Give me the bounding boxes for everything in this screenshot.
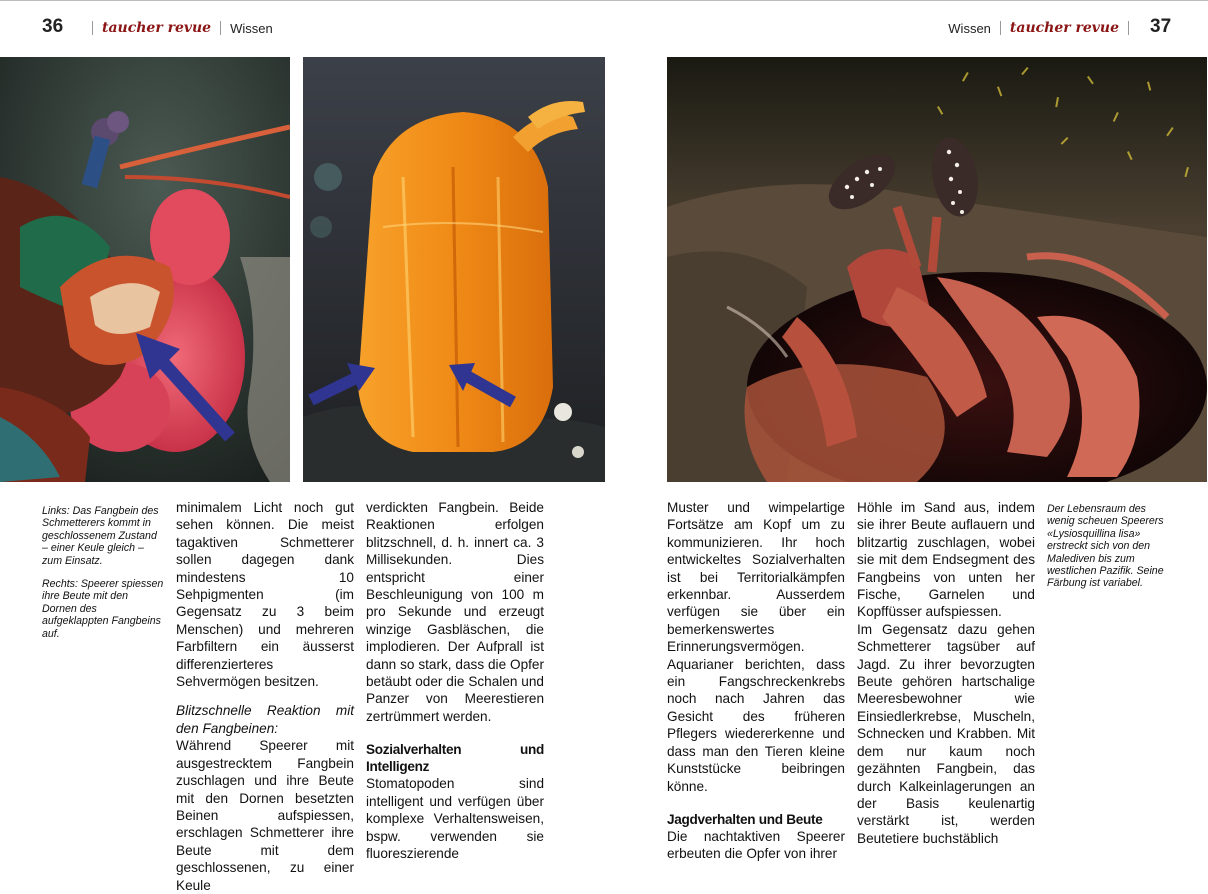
section-heading: Jagdverhalten und Beute xyxy=(667,811,823,827)
body-paragraph: minimalem Licht noch gut sehen können. Die meist tagaktiven Schmetterer sollen dagegen dank mindestens 10 Sehpigmenten (im Gegensatz zu 3 beim Menschen) und mehreren Farbfiltern ein äusserst differenzierteres Sehvermögen besitzen. xyxy=(176,500,354,690)
running-header-left xyxy=(83,20,273,36)
photo-caption-right xyxy=(1047,503,1171,590)
caption-text: Rechts: Speerer spiessen ihre Beute mit den Dornen des aufgeklappten Fangbeins auf. xyxy=(42,578,164,640)
page-number-left: 36 xyxy=(42,16,64,37)
body-paragraph: Im Gegensatz dazu gehen Schmetterer tagsüber auf Jagd. Zu ihrer bevorzugten Beute gehören hartschalige Meeresbewohner wie Einsiedlerkrebse, Muscheln, Schnecken und Krabben. Mit dem nur kaum noch gezähnten Fangbein, das durch Kalkeinlagerungen an der Basis keulenartig verstärkt ist, werden Beutetiere buchstäblich xyxy=(857,621,1035,846)
photo-spearer-closeup xyxy=(303,57,605,482)
page-number-right: 37 xyxy=(1150,16,1172,37)
magazine-brand: taucher revue xyxy=(102,20,212,36)
body-paragraph: Stomatopoden sind intelligent und verfügen über komplexe Verhaltensweisen, bspw. verwenden sie fluoreszierende xyxy=(366,776,544,861)
body-paragraph: Die nachtaktiven Speerer erbeuten die Opfer von ihrer xyxy=(667,828,845,862)
article-column-1 xyxy=(176,499,354,894)
section-heading: Sozialverhalten und Intelligenz xyxy=(366,742,544,775)
running-header-right xyxy=(948,20,1138,36)
top-rule xyxy=(0,0,1208,1)
caption-text: Der Lebensraum des wenig scheuen Speerers «Lysiosquillina lisa» erstreckt sich von den Malediven bis zum westlichen Pazifik. Seine Färbung ist variabel. xyxy=(1047,503,1164,590)
photo-smasher-club xyxy=(0,57,290,482)
magazine-brand: taucher revue xyxy=(1009,20,1119,36)
body-paragraph: Muster und wimpelartige Fortsätze am Kopf um zu kommunizieren. Ihr hoch entwickeltes Sozialverhalten ist bei Territorialkämpfen erkennbar. Ausserdem verfügen sie über ein bemerkenswertes Erinnerungsvermögen. Aquarianer berichten, dass ein Fangschreckenkrebs noch nach Jahren das Gesicht des früheren Pflegers wiedererkenne und dass man den Tieren kleine Kunststücke beibringen könne. xyxy=(667,500,845,794)
header-divider xyxy=(220,21,221,35)
caption-text: Links: Das Fangbein des Schmetterers kommt in geschlossenem Zustand – einer Keule gleich – zum Einsatz. xyxy=(42,505,159,567)
article-column-3 xyxy=(667,499,845,863)
subheading: Blitzschnelle Reaktion mit den Fangbeinen: xyxy=(176,703,354,736)
header-divider xyxy=(1128,21,1129,35)
photo-caption-left xyxy=(42,505,164,640)
article-column-4 xyxy=(857,499,1035,847)
body-paragraph: Während Speerer mit ausgestrecktem Fangbein zuschlagen und ihre Beute mit den Dornen besetzten Beinen aufspiessen, erschlagen Schmetterer ihre Beute mit dem geschlossenen, zu einer Keule xyxy=(176,738,354,893)
section-label: Wissen xyxy=(948,20,991,36)
section-label: Wissen xyxy=(230,20,273,36)
header-divider xyxy=(92,21,93,35)
photo-lysiosquillina-burrow xyxy=(667,57,1207,482)
body-paragraph: verdickten Fangbein. Beide Reaktionen erfolgen blitzschnell, d. h. innert ca. 3 Millisekunden. Dies entspricht einer Beschleunigung von 100 m pro Sekunde und erzeugt winzige Gasbläschen, die implodieren. Der Aufprall ist dann so stark, dass die Opfer betäubt oder die Schalen und Panzer von Meerestieren zertrümmert werden. xyxy=(366,500,544,724)
article-column-2 xyxy=(366,499,544,862)
header-divider xyxy=(1000,21,1001,35)
body-paragraph: Höhle im Sand aus, indem sie ihrer Beute auflauern und blitzartig zuschlagen, wobei sie mit dem Endsegment des Fangbeins von unten her Fische, Garnelen und Kopffüsser aufspiessen. xyxy=(857,500,1035,620)
